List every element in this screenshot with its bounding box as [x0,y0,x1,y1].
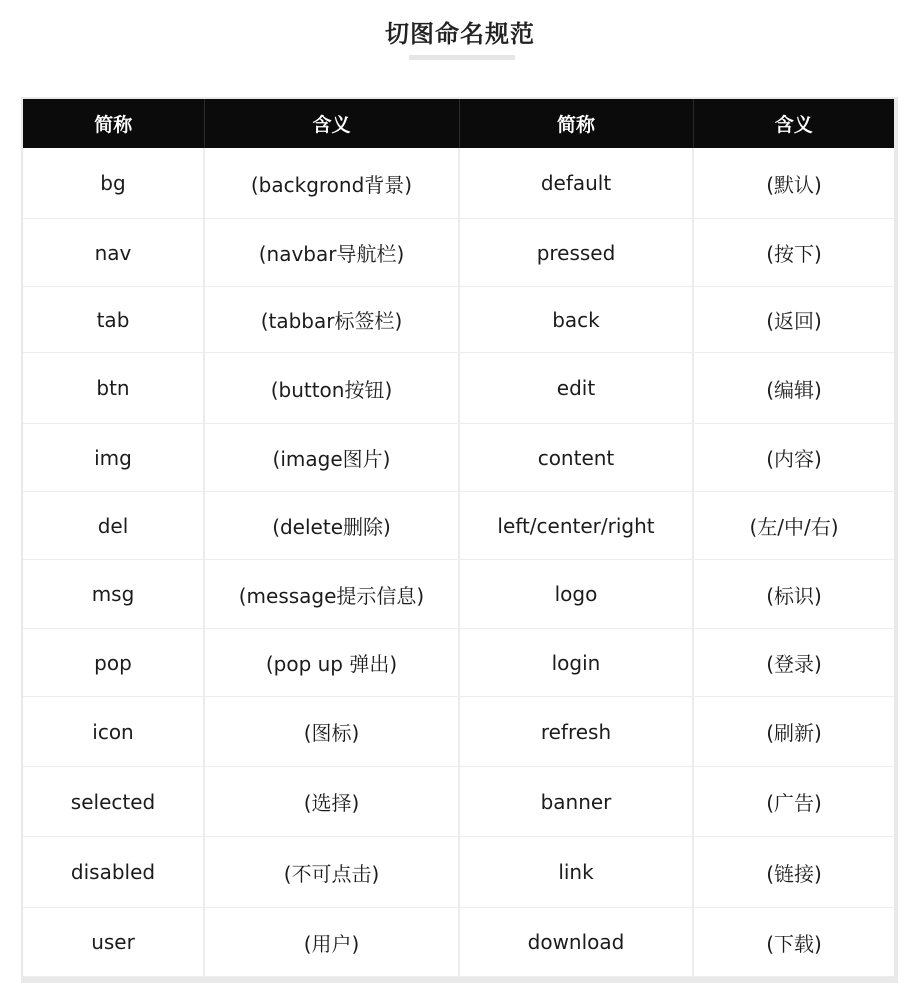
meaning-cell: (backgrond背景) [204,148,459,219]
meaning-cell: (image图片) [204,424,459,492]
meaning-cell: (默认) [693,148,894,219]
meaning-cell: (tabbar标签栏) [204,287,459,353]
abbr-cell: login [459,629,693,697]
table-row [23,908,894,977]
abbr-cell: back [459,287,693,353]
abbr-cell: bg [23,148,204,219]
abbr-cell: logo [459,560,693,629]
meaning-cell: (下载) [693,908,894,977]
header-meaning-1: 含义 [204,99,459,148]
meaning-cell: (delete删除) [204,492,459,560]
header-row [23,99,894,148]
abbr-cell: del [23,492,204,560]
meaning-cell: (按下) [693,219,894,287]
table-row [23,219,894,287]
meaning-cell: (不可点击) [204,837,459,908]
table-row [23,767,894,837]
meaning-cell: (登录) [693,629,894,697]
naming-table [23,99,894,977]
table-frame [21,97,898,983]
meaning-cell: (链接) [693,837,894,908]
abbr-cell: disabled [23,837,204,908]
meaning-cell: (广告) [693,767,894,837]
abbr-cell: btn [23,353,204,424]
abbr-cell: msg [23,560,204,629]
meaning-cell: (左/中/右) [693,492,894,560]
meaning-cell: (编辑) [693,353,894,424]
table-row [23,287,894,353]
title-underline [409,55,515,60]
meaning-cell: (navbar导航栏) [204,219,459,287]
table-row [23,837,894,908]
meaning-cell: (刷新) [693,697,894,767]
abbr-cell: img [23,424,204,492]
abbr-cell: pop [23,629,204,697]
abbr-cell: download [459,908,693,977]
header-abbr-2: 简称 [459,99,693,148]
page-title: 切图命名规范 [385,20,535,48]
table-row [23,424,894,492]
meaning-cell: (标识) [693,560,894,629]
meaning-cell: (图标) [204,697,459,767]
meaning-cell: (button按钮) [204,353,459,424]
meaning-cell: (pop up 弹出) [204,629,459,697]
meaning-cell: (选择) [204,767,459,837]
table-row [23,492,894,560]
abbr-cell: pressed [459,219,693,287]
abbr-cell: link [459,837,693,908]
header-meaning-2: 含义 [693,99,894,148]
meaning-cell: (返回) [693,287,894,353]
abbr-cell: nav [23,219,204,287]
meaning-cell: (用户) [204,908,459,977]
table-row [23,148,894,219]
abbr-cell: content [459,424,693,492]
abbr-cell: refresh [459,697,693,767]
table-row [23,560,894,629]
table-body [23,148,894,977]
table-row [23,353,894,424]
meaning-cell: (message提示信息) [204,560,459,629]
abbr-cell: left/center/right [459,492,693,560]
table-row [23,629,894,697]
abbr-cell: user [23,908,204,977]
abbr-cell: icon [23,697,204,767]
abbr-cell: banner [459,767,693,837]
abbr-cell: tab [23,287,204,353]
table-row [23,697,894,767]
abbr-cell: edit [459,353,693,424]
abbr-cell: selected [23,767,204,837]
abbr-cell: default [459,148,693,219]
table-header [23,99,894,148]
header-abbr-1: 简称 [23,99,204,148]
meaning-cell: (内容) [693,424,894,492]
